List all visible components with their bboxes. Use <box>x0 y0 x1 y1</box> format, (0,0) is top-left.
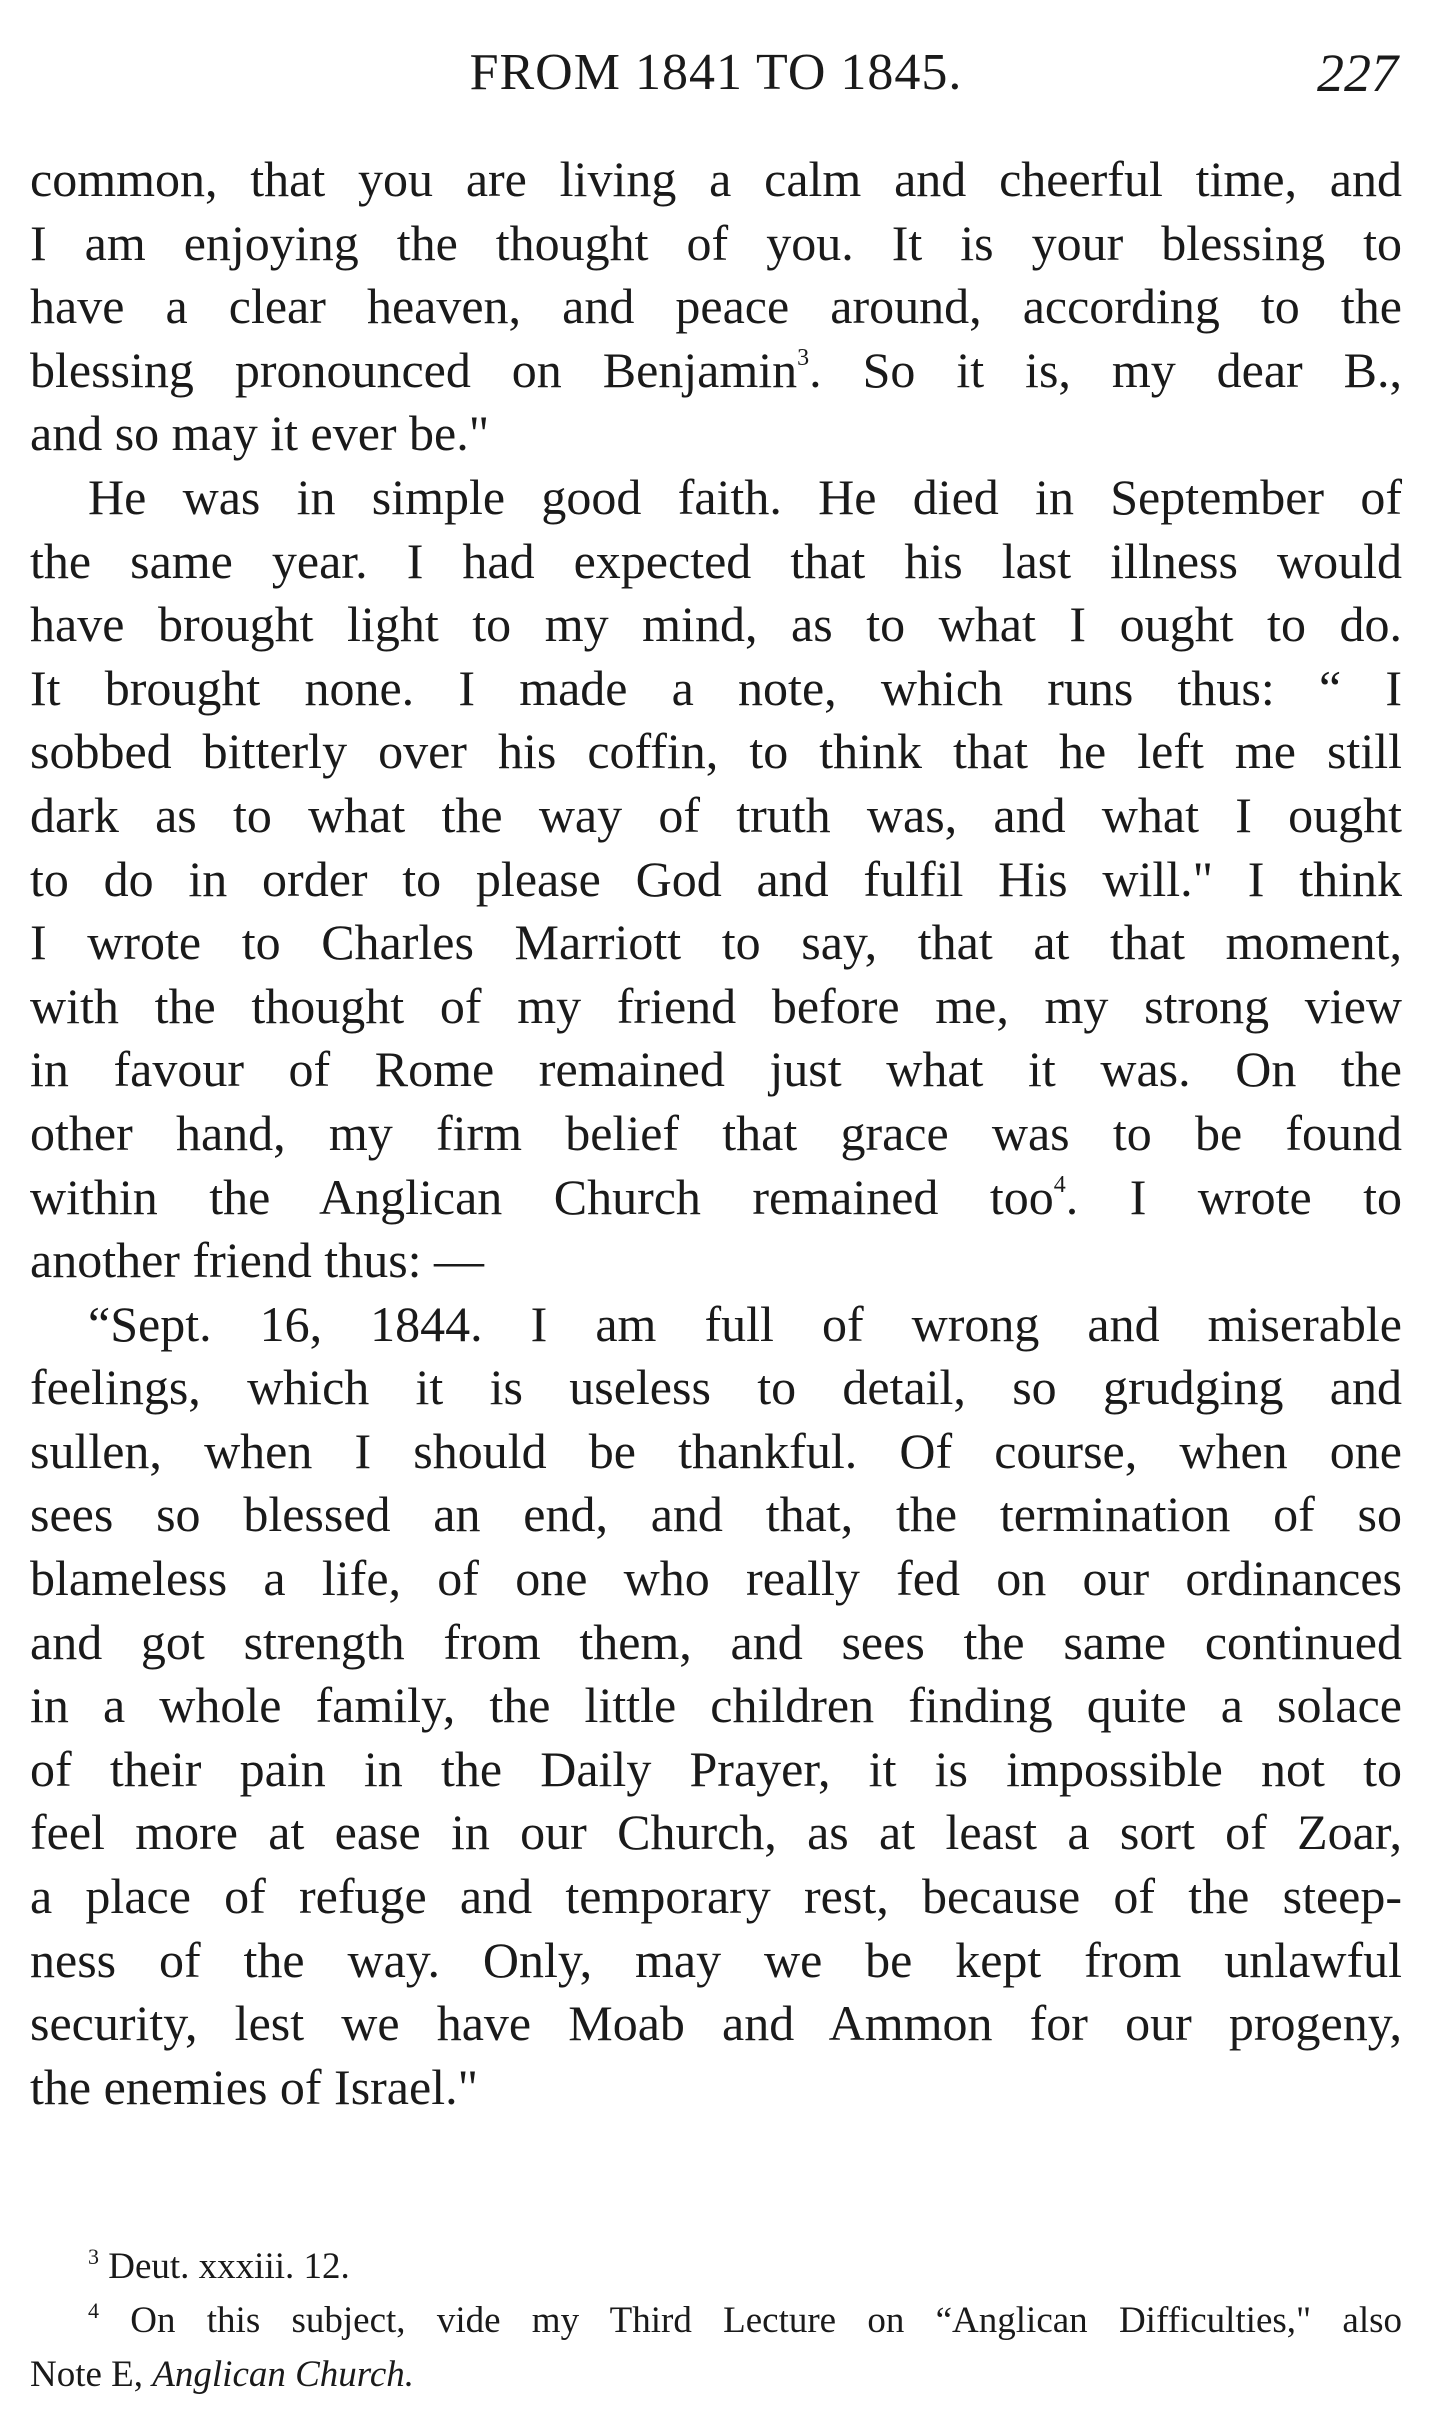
footnote-ref-4: 4 <box>1053 1171 1066 1198</box>
footnote-italic-title: Anglican Church. <box>152 2354 414 2395</box>
text-segment: . I wrote to <box>1065 1168 1402 1225</box>
text-line: have a clear heaven, and peace around, according to the <box>30 278 1402 335</box>
running-head <box>30 38 1402 108</box>
text-line: It brought none. I made a note, which runs thus: “ I <box>30 659 1402 716</box>
footnotes <box>30 2240 1402 2402</box>
text-line: sullen, when I should be thankful. Of course, when one <box>30 1422 1402 1479</box>
text-segment: blessing pronounced on Benjamin <box>30 341 798 398</box>
text-line: “Sept. 16, 1844. I am full of wrong and miserable <box>88 1295 1402 1352</box>
text-line: security, lest we have Moab and Ammon for our progeny, <box>30 1995 1402 2052</box>
footnote-text: Note E, <box>30 2354 153 2395</box>
text-line: of their pain in the Daily Prayer, it is impossible not to <box>30 1740 1402 1797</box>
running-title: FROM 1841 TO 1845. <box>469 44 963 101</box>
page-number: 227 <box>1317 43 1398 103</box>
body-text <box>30 148 1402 2119</box>
text-line: other hand, my firm belief that grace was to be found <box>30 1104 1402 1161</box>
text-line: to do in order to please God and fulfil His will." I think <box>30 850 1402 907</box>
text-line: I wrote to Charles Marriott to say, that at that moment, <box>30 914 1402 971</box>
text-line <box>30 339 1402 403</box>
text-line: I am enjoying the thought of you. It is your blessing to <box>30 214 1402 271</box>
text-line: another friend thus: — <box>30 1232 485 1289</box>
footnote-4-continued <box>30 2348 1402 2402</box>
text-line: sobbed bitterly over his coffin, to think that he left me still <box>30 723 1402 780</box>
footnote-mark: 3 <box>88 2244 99 2269</box>
footnote-text: On this subject, vide my Third Lecture on “Anglican Difficulties," also <box>130 2300 1403 2341</box>
text-line: have brought light to my mind, as to what I ought to do. <box>30 596 1402 653</box>
text-line: with the thought of my friend before me, my strong view <box>30 977 1402 1034</box>
book-page <box>30 0 1402 2418</box>
text-line: and so may it ever be." <box>30 405 490 462</box>
text-line: common, that you are living a calm and cheerful time, and <box>30 151 1402 207</box>
text-line: ness of the way. Only, may we be kept from unlawful <box>30 1931 1402 1988</box>
footnote-text: Deut. xxxiii. 12. <box>108 2246 350 2287</box>
text-line <box>30 1166 1402 1230</box>
text-line: and got strength from them, and sees the same continued <box>30 1613 1402 1670</box>
text-segment: within the Anglican Church remained too <box>30 1168 1054 1225</box>
text-line: in a whole family, the little children finding quite a solace <box>30 1677 1402 1734</box>
text-line: dark as to what the way of truth was, and what I ought <box>30 786 1402 843</box>
footnote-mark: 4 <box>88 2298 99 2323</box>
text-line: blameless a life, of one who really fed on our ordinances <box>30 1550 1402 1607</box>
text-line: feel more at ease in our Church, as at least a sort of Zoar, <box>30 1804 1402 1861</box>
text-line: a place of refuge and temporary rest, because of the steep- <box>30 1868 1402 1925</box>
text-line: the enemies of Israel." <box>30 2058 478 2115</box>
footnote-ref-3: 3 <box>797 344 810 371</box>
text-line: He was in simple good faith. He died in September of <box>88 468 1402 525</box>
footnote-4 <box>30 2294 1402 2348</box>
text-line: in favour of Rome remained just what it was. On the <box>30 1041 1402 1098</box>
text-line: sees so blessed an end, and that, the termination of so <box>30 1486 1402 1543</box>
text-segment: . So it is, my dear B., <box>809 341 1402 398</box>
text-line: feelings, which it is useless to detail, so grudging and <box>30 1359 1402 1416</box>
text-line: the same year. I had expected that his last illness would <box>30 532 1402 589</box>
footnote-3 <box>30 2240 1402 2294</box>
